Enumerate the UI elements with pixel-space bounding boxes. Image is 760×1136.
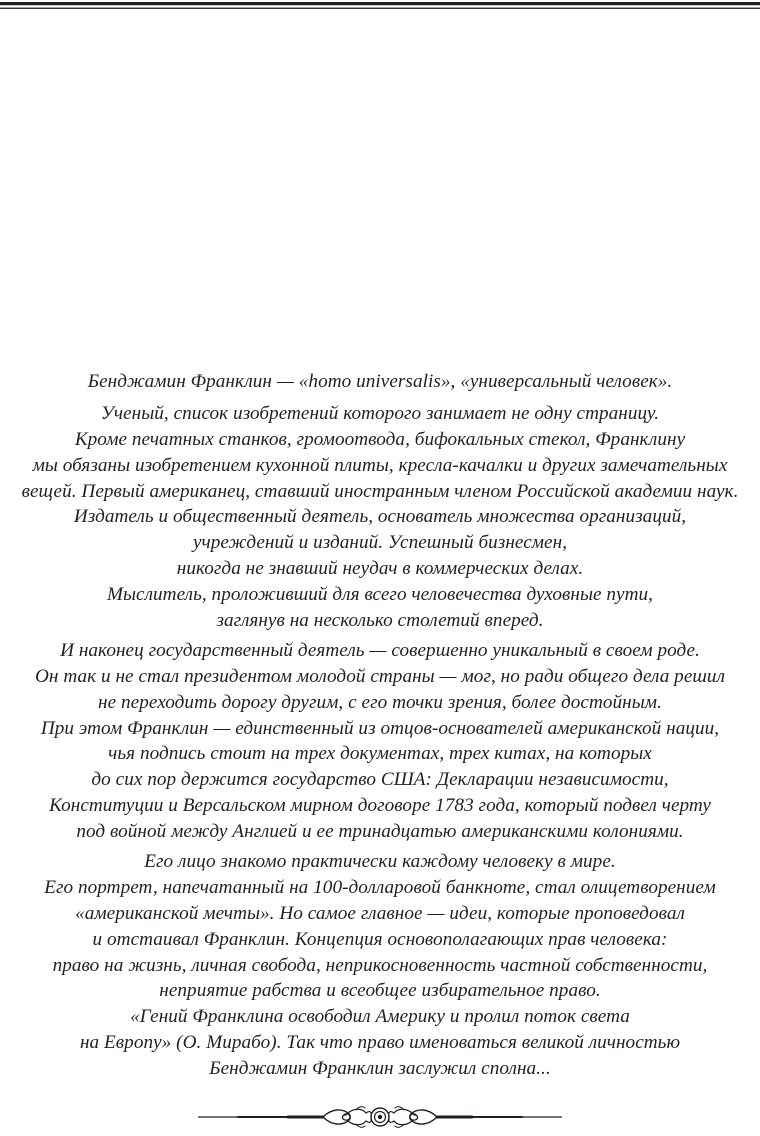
text-line: право на жизнь, личная свобода, неприкосновенность частной собственности, bbox=[52, 954, 708, 976]
text-line: И наконец государственный деятель — совершенно уникальный в своем роде. bbox=[60, 639, 700, 661]
intro-paragraph bbox=[6, 369, 754, 395]
text-line: не переходить дорогу другим, с его точки зрения, более достойным. bbox=[98, 691, 662, 713]
text-line: и отстаивал Франклин. Концепция основополагающих прав человека: bbox=[92, 928, 668, 950]
text-line: мы обязаны изобретением кухонной плиты, кресла-качалки и других замечательных bbox=[32, 454, 728, 476]
text-line: Бенджамин Франклин заслужил сполна... bbox=[209, 1058, 551, 1080]
text-line: При этом Франклин — единственный из отцов-основателей американской нации, bbox=[40, 717, 720, 739]
text-line: Его лицо знакомо практически каждому человеку в мире. bbox=[144, 851, 616, 873]
text-line: Мыслитель, проложивший для всего человечества духовные пути, bbox=[106, 584, 654, 606]
text-line: никогда не знавший неудач в коммерческих делах. bbox=[176, 558, 584, 580]
text-line: «американской мечты». Но самое главное — идеи, которые проповедовал bbox=[75, 902, 685, 924]
text-line: вещей. Первый американец, ставший иностранным членом Российской академии наук. bbox=[21, 480, 739, 502]
text-line: Его портрет, напечатанный на 100-долларовой банкноте, стал олицетворением bbox=[44, 876, 716, 898]
biography-text bbox=[6, 369, 754, 1082]
text-line: Ученый, список изобретений которого занимает не одну страницу. bbox=[100, 402, 660, 424]
text-line: Бенджамин Франклин — «homo universalis», «универсальный человек». bbox=[87, 371, 673, 392]
text-line: учреждений и изданий. Успешный бизнесмен, bbox=[192, 532, 568, 554]
scroll-ornament-icon bbox=[198, 1104, 562, 1130]
text-line: заглянув на несколько столетий вперед. bbox=[216, 610, 544, 632]
scientist-paragraph bbox=[6, 401, 754, 634]
text-line: Кроме печатных станков, громоотвода, бифокальных стекол, Франклину bbox=[74, 428, 686, 450]
text-line: чья подпись стоит на трех документах, трех китах, на которых bbox=[108, 743, 652, 765]
statesman-paragraph bbox=[6, 638, 754, 845]
text-line: «Гений Франклина освободил Америку и пролил поток света bbox=[130, 1006, 630, 1028]
text-line: неприятие рабства и всеобщее избирательное право. bbox=[159, 980, 601, 1002]
text-line: под войной между Англией и ее тринадцатью американскими колониями. bbox=[76, 821, 684, 843]
text-line: Конституции и Версальском мирном договоре 1783 года, который подвел черту bbox=[49, 795, 711, 817]
top-double-rule bbox=[0, 2, 760, 11]
legacy-paragraph bbox=[6, 849, 754, 1082]
text-line: до сих пор держится государство США: Декларации независимости, bbox=[91, 769, 669, 791]
text-line: Он так и не стал президентом молодой страны — мог, но ради общего дела решил bbox=[35, 665, 725, 687]
text-line: на Европу» (О. Мирабо). Так что право именоваться великой личностью bbox=[79, 1032, 681, 1054]
text-line: Издатель и общественный деятель, основатель множества организаций, bbox=[73, 506, 687, 528]
